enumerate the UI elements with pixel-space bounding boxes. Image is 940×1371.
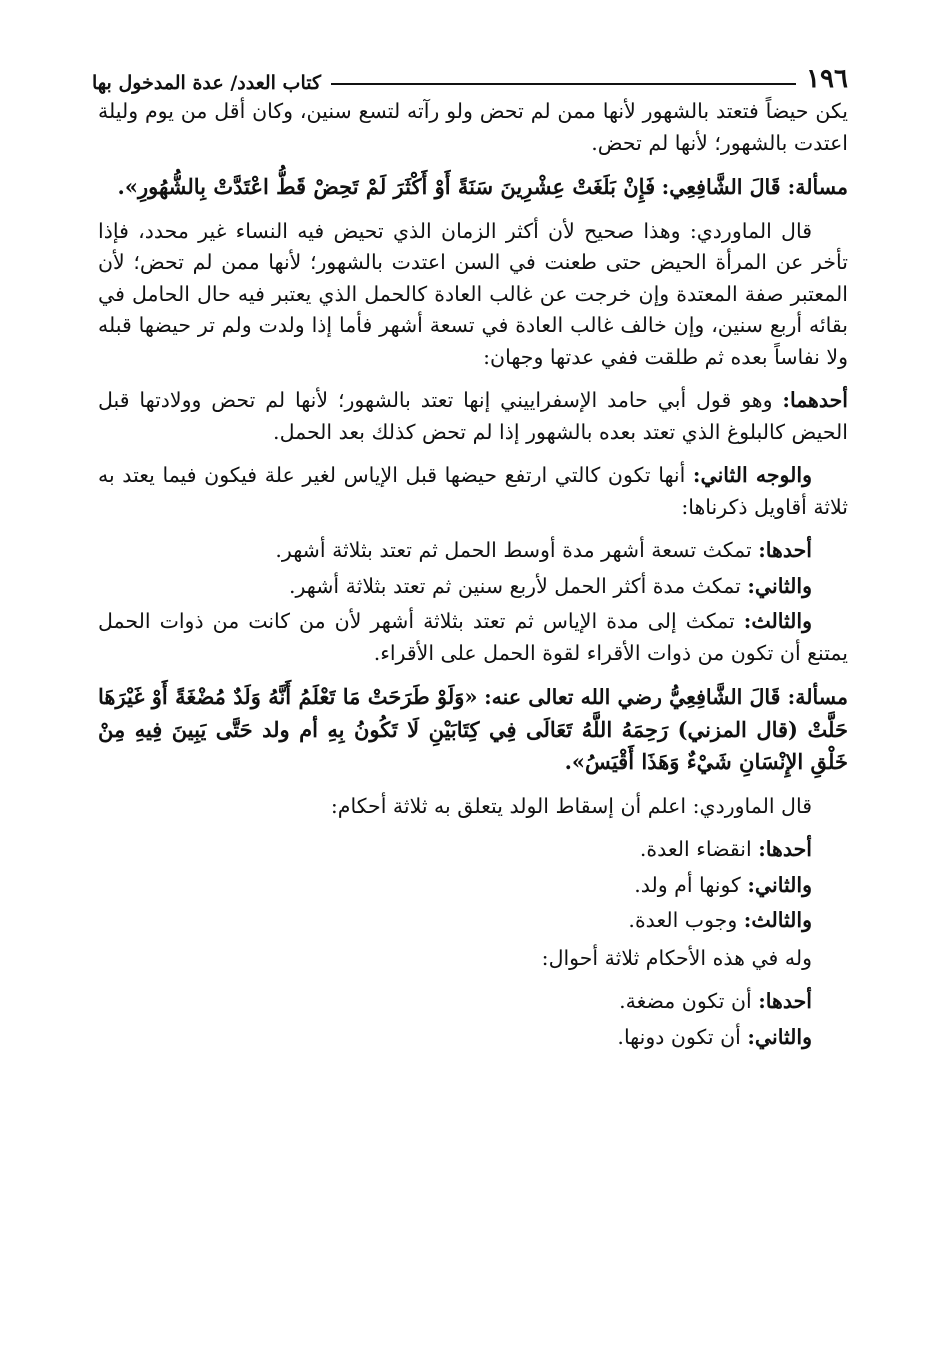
paragraph-text: قال الماوردي: اعلم أن إسقاط الولد يتعلق به ثلاثة أحكام: — [330, 793, 812, 818]
commentary-paragraph — [98, 943, 848, 975]
paragraph-lead: أحدهما: — [782, 388, 848, 412]
paragraph-lead: والثاني: — [747, 573, 812, 598]
paragraph-text: وهو قول أبي حامد الإسفراييني إنها تعتد بالشهور؛ لأنها لم تحض وولادتها قبل الحيض كالبلوغ الذي تعتد بعده بالشهور إذا لم تحض كذلك بعد الحمل. — [98, 388, 848, 444]
paragraph-text: قال الماوردي: وهذا صحيح لأن أكثر الزمان الذي تحيض فيه النساء غير محدد، فإذا تأخر عن المرأة الحيض حتى طعنت في السن اعتدت بالشهور؛ لأنها ممن لم تحض؛ لأن المعتبر صفة المعتدة وإن خرجت عن غالب العادة كالحمل الذي يعتبر فيه حال الحامل في بقائه أربع سنين، وإن خالف غالب العادة في تسعة أشهر فأما إذا ولدت ولم تر حيضها قبله ولا نفاساً بعده ثم طلقت ففي عدتها وجهان: — [98, 218, 848, 369]
commentary-paragraph — [98, 791, 848, 823]
list-item — [98, 606, 848, 669]
masala-heading-1 — [98, 171, 848, 204]
paragraph-text: كونها أم ولد. — [634, 872, 741, 897]
list-item — [98, 905, 848, 937]
list-item — [98, 986, 848, 1018]
paragraph-lead: والثالث: — [743, 609, 812, 633]
paragraph-text: وله في هذه الأحكام ثلاثة أحوال: — [541, 945, 812, 970]
paragraph-lead: والثالث: — [743, 908, 812, 932]
commentary-paragraph — [98, 216, 848, 374]
list-item — [98, 535, 848, 567]
page-body — [98, 96, 848, 1057]
paragraph-lead: أحدها: — [758, 837, 812, 861]
paragraph-continuation — [98, 96, 848, 159]
masala-heading-2 — [98, 681, 848, 779]
paragraph-text: تمكث مدة أكثر الحمل لأربع سنين ثم تعتد بثلاثة أشهر. — [288, 573, 741, 598]
list-item — [98, 1022, 848, 1054]
paragraph-text: انقضاء العدة. — [639, 837, 752, 861]
quoted-text: «وَلَوْ طَرَحَتْ مَا تَعْلَمُ أَنَّهُ وَلَدٌ مُضْغَةً أَوْ غَيْرَهَا حَلَّتْ (قال المزني) رَحِمَهُ اللَّهُ تَعَالَى فِي كِتَابَيْنِ لَا تَكُونُ بِهِ أم ولد حَتَّى يَبِينَ فِيهِ مِنْ خَلْقِ الإِنْسَانِ شَيْءٌ وَهَذَا أَقْيَسُ». — [98, 684, 848, 774]
paragraph-text: أن تكون دونها. — [617, 1024, 741, 1049]
first-view-paragraph — [98, 385, 848, 448]
list-item — [98, 571, 848, 603]
running-title: كتاب العدد/ عدة المدخول بها — [92, 72, 322, 94]
paragraph-text: تمكث إلى مدة الإياس ثم تعتد بثلاثة أشهر لأن من كانت من ذوات الحمل يمتنع أن تكون من ذوات الأقراء لقوة الحمل على الأقراء. — [98, 609, 848, 665]
page-header — [92, 58, 848, 94]
paragraph-text: أنها تكون كالتي ارتفع حيضها قبل الإياس لغير علة فيكون فيما يعتد به ثلاثة أقاويل ذكرناها: — [98, 463, 848, 519]
paragraph-text: وجوب العدة. — [628, 908, 738, 932]
paragraph-lead: والثاني: — [747, 1024, 812, 1049]
paragraph-lead: أحدها: — [758, 989, 812, 1013]
page-number: ١٩٦ — [806, 64, 848, 94]
paragraph-text: يكن حيضاً فتعتد بالشهور لأنها ممن لم تحض ولو رآته لتسع سنين، وكان أقل من يوم وليلة اعتدت بالشهور؛ لأنها لم تحض. — [98, 99, 848, 155]
quoted-text: فَإِنْ بَلَغَتْ عِشْرِينَ سَنَةً أَوْ أَكْثَرَ لَمْ تَحِضْ قَطُّ اعْتَدَّتْ بِالشُّهُورِ». — [117, 174, 656, 199]
paragraph-lead: والوجه الثاني: — [692, 463, 812, 487]
header-divider — [331, 83, 796, 85]
second-view-paragraph — [98, 460, 848, 523]
list-item — [98, 870, 848, 902]
paragraph-text: أن تكون مضغة. — [619, 989, 752, 1013]
list-item — [98, 834, 848, 866]
paragraph-lead: والثاني: — [747, 872, 812, 897]
paragraph-lead: أحدها: — [758, 538, 812, 562]
paragraph-lead: مسألة: قَالَ الشَّافِعِيُّ رضي الله تعالى عنه: — [484, 685, 848, 709]
paragraph-text: تمكث تسعة أشهر مدة أوسط الحمل ثم تعتد بثلاثة أشهر. — [275, 538, 752, 562]
paragraph-lead: مسألة: قَالَ الشَّافِعِي: — [661, 175, 848, 199]
